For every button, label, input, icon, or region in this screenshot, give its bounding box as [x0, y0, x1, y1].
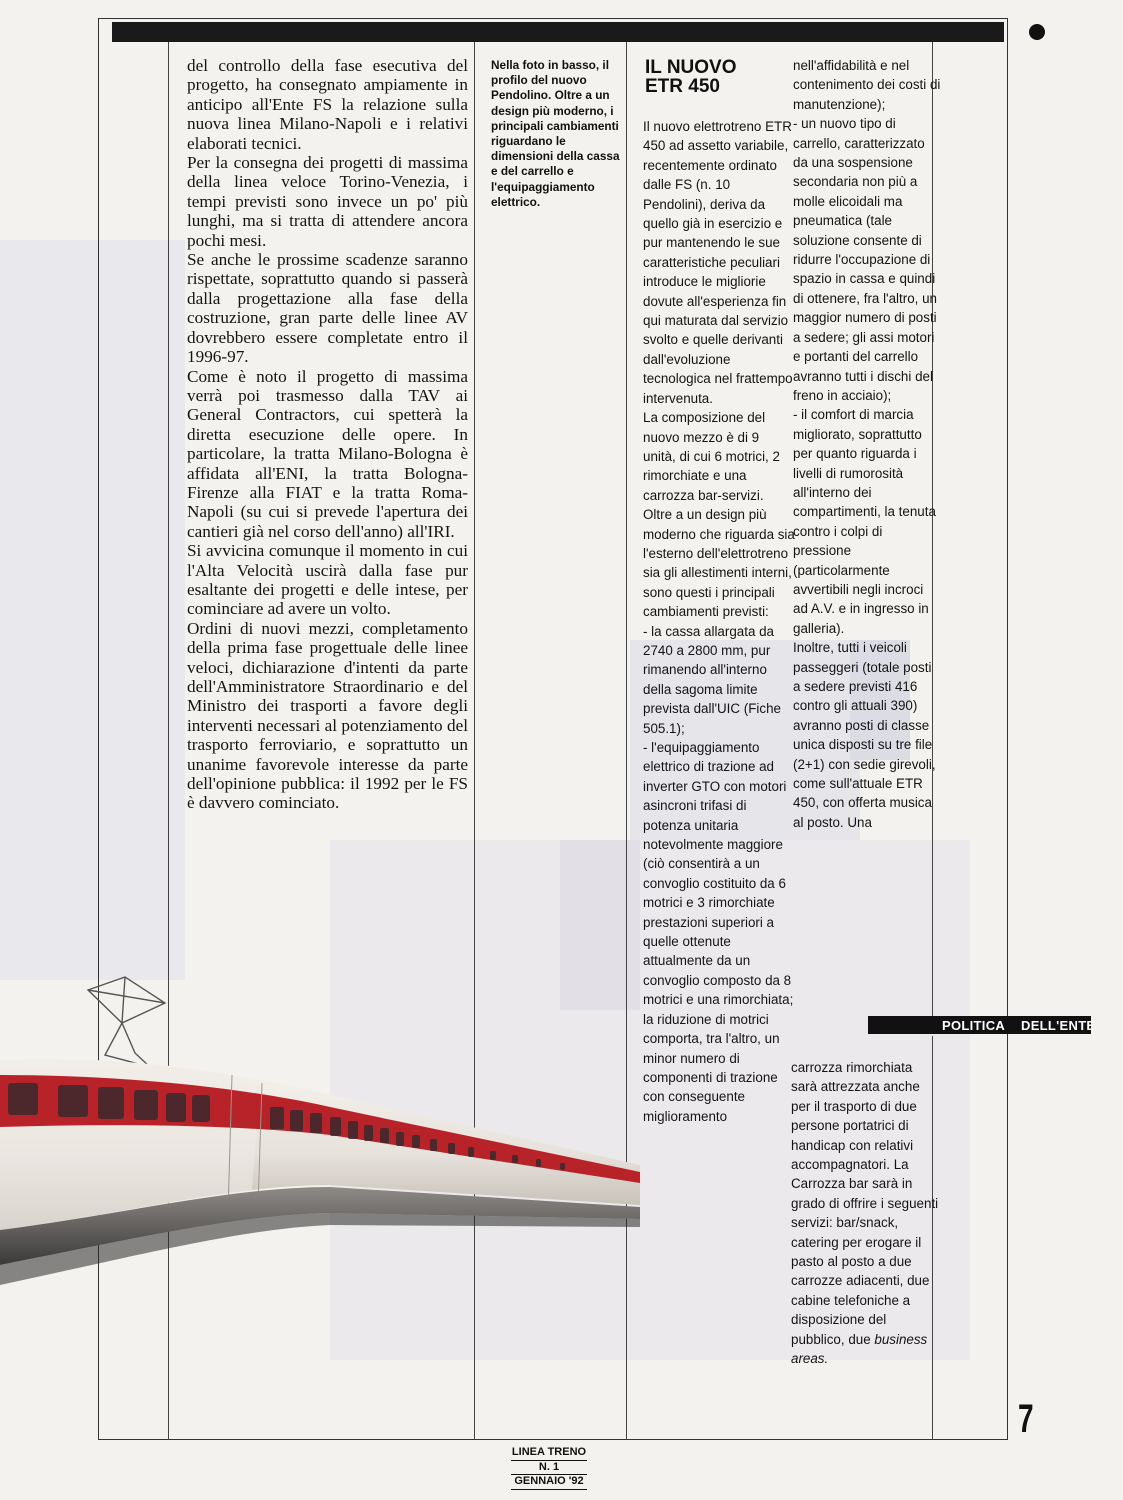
sidebar-title [645, 58, 785, 96]
caption-text: Nella foto in basso, il profilo del nuovo Pendolino. Oltre a un design più moderno, i principali cambiamenti riguardano le dimensioni della cassa e del carrello e l'equipaggiamento elettrico. [491, 58, 620, 209]
train-illustration [0, 975, 640, 1335]
page-number: 7 [1018, 1397, 1034, 1441]
sidebar-paragraph [791, 1058, 939, 1369]
photo-caption [491, 58, 621, 210]
article-paragraph: Si avvicina comunque il momento in cui l'Alta Velocità uscirà dalla fase pur esaltante dei progetti e delle intese, per cominciare ad avere un volto. [187, 541, 468, 619]
sidebar-title-line: IL NUOVO [645, 57, 737, 78]
magazine-date: GENNAIO '92 [511, 1475, 587, 1490]
sidebar-italic-text: business areas. [791, 1331, 928, 1367]
sidebar-paragraph: - un nuovo tipo di carrello, caratterizzato da una sospensione secondaria non più a molle elicoidali ma pneumatica (tale soluzione consente di ridurre l'occupazione di spazio in cassa e quindi di ottenere, fra l'altro, un maggior numero di posti a sedere; gli assi motori e portanti del carrello avranno tutti i dischi del freno in acciaio); [793, 116, 937, 403]
sidebar-column-a [643, 117, 795, 1126]
article-paragraph: Come è noto il progetto di massima verrà poi trasmesso dalla TAV ai General Contractors, cui spetterà la diretta esecuzione delle opere. In particolare, la tratta Milano-Bologna è affidata all'ENI, la tratta Bologna-Firenze alla FIAT e la tratta Roma-Napoli (su cui si prevede l'apertura dei cantieri già nel corso dell'anno) all'IRI. [187, 366, 468, 541]
sidebar-paragraph: - l'equipaggiamento elettrico di trazione ad inverter GTO con motori asincroni trifasi di potenza unitaria notevolmente maggiore (ciò consentirà a un convoglio costituito da 6 motrici e 3 rimorchiate prestazioni superiori a quelle ottenute attualmente da un convoglio composto da 8 motrici e una rimorchiata; la riduzione di motrici comporta, tra l'altro, un minor numero di componenti di trazione con conseguente miglioramento [643, 740, 794, 1124]
sidebar-title-line: ETR 450 [645, 76, 720, 97]
section-label-word: DELL'ENTE [1021, 1018, 1096, 1033]
sidebar-text: carrozza rimorchiata sarà attrezzata anche per il trasporto di due persone portatrici di handicap con relativi accompagnatori. La Carrozza bar sarà in grado di offrire i seguenti servizi: bar/snack, catering per erogare il pasto al posto a due carrozze adiacenti, due cabine telefoniche a disposizione del pubblico, due [791, 1060, 939, 1347]
article-paragraph: Se anche le prossime scadenze saranno rispettate, soprattutto quando si passerà dalla progettazione alla fase della costruzione, gran parte delle linee AV dovrebbero essere completate entro il 1996-97. [187, 250, 468, 367]
sidebar-paragraph: Inoltre, tutti i veicoli passeggeri (totale posti a sedere previsti 416 contro gli attuali 390) avranno posti di classe unica disposti su tre file (2+1) con sedie girevoli, come sull'attuale ETR 450, con offerta musica al posto. Una [793, 640, 936, 830]
sidebar-column-b-top [793, 56, 941, 832]
sidebar-paragraph: - la cassa allargata da 2740 a 2800 mm, pur rimanendo all'interno della sagoma limite prevista dall'UIC (Fiche 505.1); [643, 623, 781, 736]
sidebar-paragraph: nell'affidabilità e nel contenimento dei costi di manutenzione); [793, 58, 941, 112]
pantograph-icon [88, 977, 165, 1067]
sidebar-paragraph: La composizione del nuovo mezzo è di 9 unità, di cui 6 motrici, 2 rimorchiate e una carrozza bar-servizi. [643, 410, 780, 503]
article-paragraph: Per la consegna dei progetti di massima della linea veloce Torino-Venezia, i tempi previsti sono invece un po' più lunghi, ma si tratta di attendere ancora pochi mesi. [187, 153, 468, 250]
article-paragraph: del controllo della fase esecutiva del progetto, ha consegnato ampiamente in anticipo all'Ente FS la relazione sulla nuova linea Milano-Napoli e i relativi elaborati tecnici. [187, 56, 468, 153]
section-label-word: POLITICA [942, 1018, 1006, 1033]
sidebar-paragraph: - il comfort di marcia migliorato, soprattutto per quanto riguarda i livelli di rumorosità all'interno dei compartimenti, la tenuta contro i colpi di pressione (particolarmente avvertibili negli incroci ad A.V. e in ingresso in galleria). [793, 407, 936, 636]
article-body [187, 56, 468, 813]
sidebar-column-b-bottom [791, 1058, 939, 1369]
article-paragraph: Ordini di nuovi mezzi, completamento della prima fase progettuale delle linee veloci, dichiarazione d'intenti da parte dell'Amministratore Straordinario e del Ministro dei trasporti a favore degli interventi necessari al potenziamento del trasporto ferroviario, e soprattutto un unanime favorevole interesse da parte dell'opinione pubblica: il 1992 per le FS è davvero cominciato. [187, 618, 468, 813]
sidebar-paragraph: Oltre a un design più moderno che riguarda sia l'esterno dell'elettrotreno sia gli allestimenti interni, sono questi i principali cambiamenti previsti: [643, 507, 795, 620]
magazine-issue: N. 1 [511, 1461, 587, 1476]
magazine-footer [511, 1446, 587, 1490]
header-bar [112, 22, 1004, 42]
sidebar-paragraph: Il nuovo elettrotreno ETR 450 ad assetto variabile, recentemente ordinato dalle FS (n. 10 Pendolini), deriva da quello già in esercizio e pur mantenendo le sue caratteristiche peculiari introduce le migliorie dovute all'esperienza fin qui maturata dal servizio svolto e quelle derivanti dall'evoluzione tecnologica nel frattempo intervenuta. [643, 119, 793, 406]
bullet-dot-icon [1029, 24, 1045, 40]
magazine-name: LINEA TRENO [511, 1446, 587, 1461]
